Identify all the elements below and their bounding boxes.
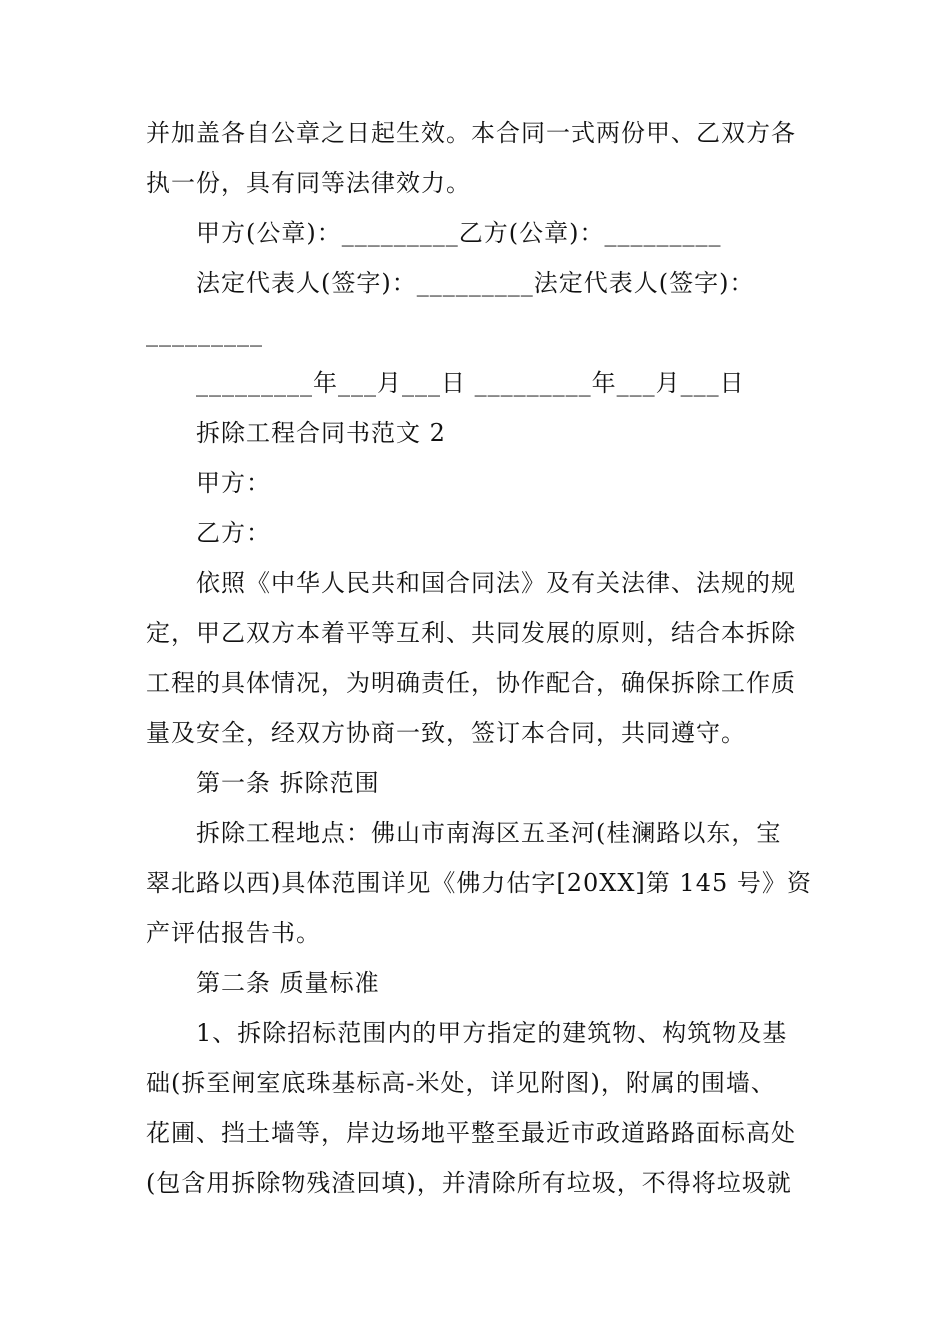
- paragraph-line: 翠北路以西)具体范围详见《佛力估字[20XX]第 145 号》资: [146, 869, 812, 897]
- party-b-label: 乙方：: [196, 519, 271, 547]
- signature-blank-line: _________: [146, 319, 263, 347]
- signature-seal-line: 甲方(公章)：_________乙方(公章)：_________: [196, 219, 722, 247]
- paragraph-line: 定，甲乙双方本着平等互利、共同发展的原则，结合本拆除: [146, 619, 796, 647]
- paragraph-line: 并加盖各自公章之日起生效。本合同一式两份甲、乙双方各: [146, 119, 796, 147]
- paragraph-line: 量及安全，经双方协商一致，签订本合同，共同遵守。: [146, 719, 746, 747]
- article-heading: 第二条 质量标准: [196, 969, 380, 997]
- section-title: 拆除工程合同书范文 2: [196, 419, 446, 447]
- date-line: _________年___月___日 _________年___月___日: [196, 369, 745, 397]
- paragraph-line: 依照《中华人民共和国合同法》及有关法律、法规的规: [196, 569, 796, 597]
- article-heading: 第一条 拆除范围: [196, 769, 380, 797]
- paragraph-line: 产评估报告书。: [146, 919, 321, 947]
- paragraph-line: 础(拆至闸室底珠基标高-米处，详见附图)，附属的围墙、: [146, 1069, 776, 1097]
- paragraph-line: (包含用拆除物残渣回填)，并清除所有垃圾，不得将垃圾就: [146, 1169, 792, 1197]
- signature-representative-line: 法定代表人(签字)：_________法定代表人(签字)：: [196, 269, 755, 297]
- paragraph-line: 执一份，具有同等法律效力。: [146, 169, 471, 197]
- paragraph-line: 工程的具体情况，为明确责任，协作配合，确保拆除工作质: [146, 669, 796, 697]
- paragraph-line: 拆除工程地点：佛山市南海区五圣河(桂澜路以东，宝: [196, 819, 782, 847]
- party-a-label: 甲方：: [196, 469, 271, 497]
- paragraph-line: 花圃、挡土墙等，岸边场地平整至最近市政道路路面标高处: [146, 1119, 796, 1147]
- paragraph-line: 1、拆除招标范围内的甲方指定的建筑物、构筑物及基: [196, 1019, 788, 1047]
